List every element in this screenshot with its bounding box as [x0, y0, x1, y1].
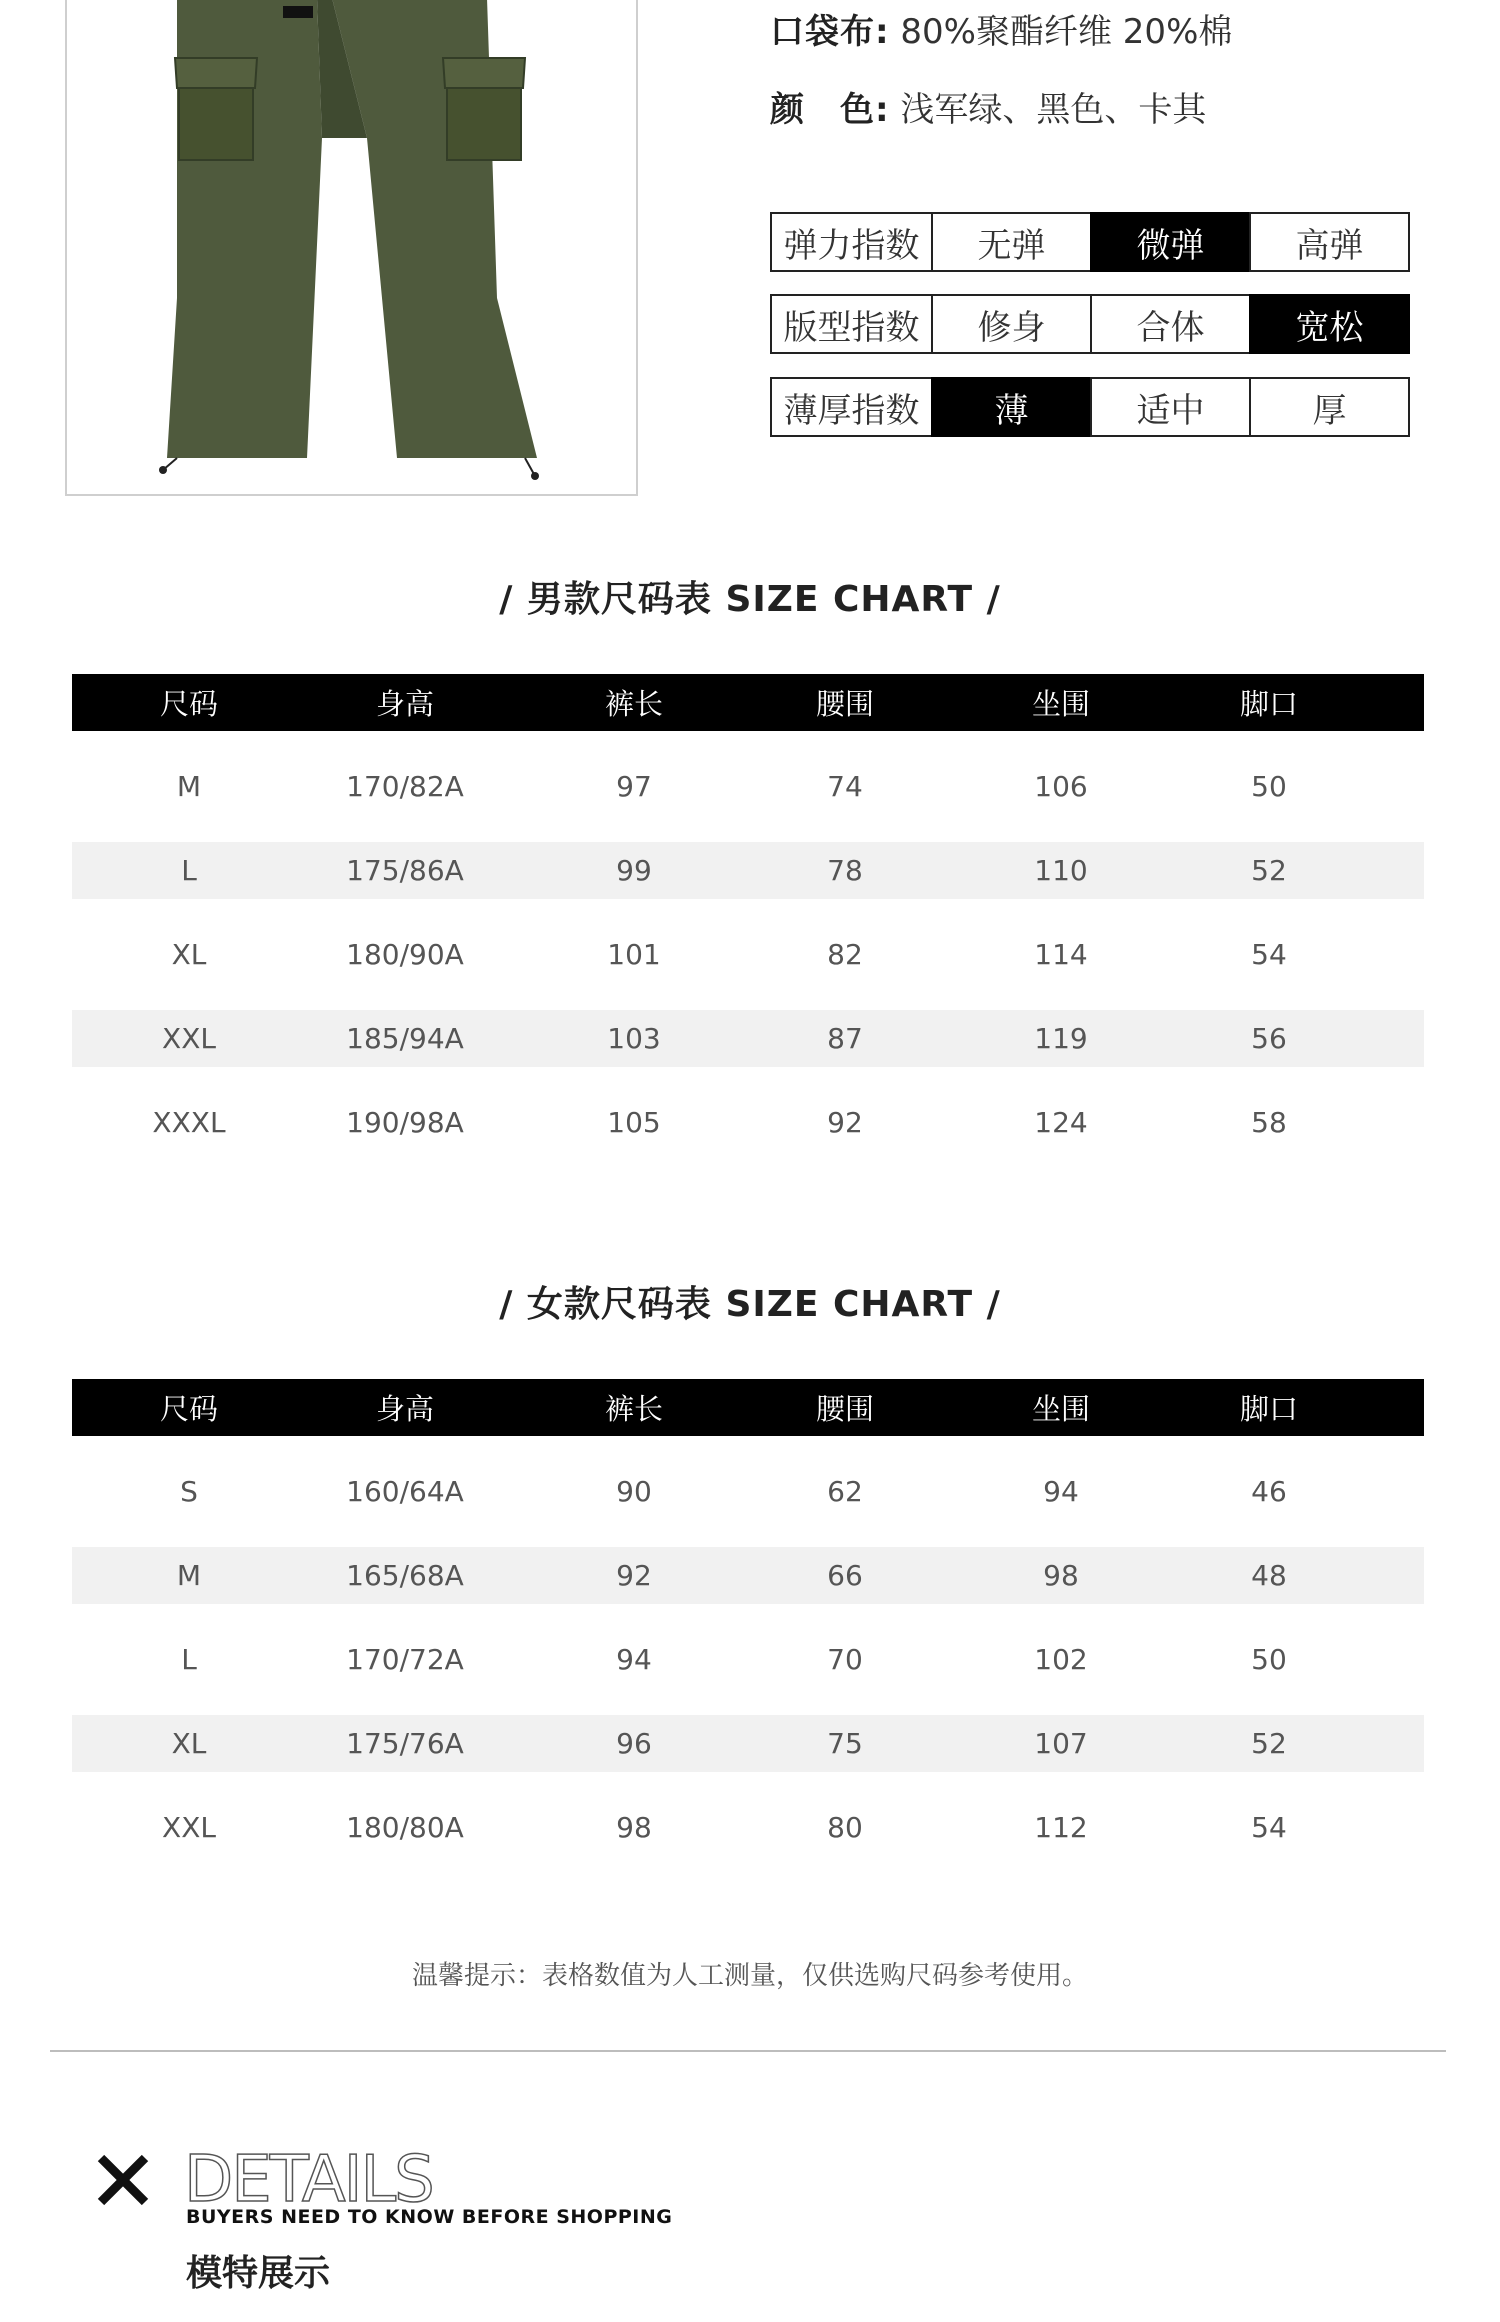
table-cell: 180/90A	[346, 938, 464, 971]
table-cell: 165/68A	[346, 1559, 464, 1592]
table-cell: 87	[827, 1022, 863, 1055]
table-row	[72, 1094, 1424, 1151]
header-cell: 腰围	[815, 1392, 875, 1426]
men-size-chart-title: / 男款尺码表 SIZE CHART /	[499, 579, 1001, 620]
table-cell: XL	[171, 938, 207, 971]
table-cell: 50	[1251, 1643, 1287, 1676]
header-cell: 身高	[375, 687, 435, 721]
table-cell: 175/76A	[346, 1727, 464, 1760]
cargo-pants-illustration	[67, 0, 640, 498]
index-option-selected: 微弹	[1090, 212, 1251, 272]
table-cell: 119	[1034, 1022, 1088, 1055]
table-cell: M	[176, 770, 202, 803]
index-option-selected: 薄	[931, 377, 1092, 437]
index-option: 修身	[931, 294, 1092, 354]
index-label: 薄厚指数	[770, 377, 933, 437]
table-cell: 101	[607, 938, 661, 971]
table-cell: 107	[1034, 1727, 1088, 1760]
table-cell: 52	[1251, 1727, 1287, 1760]
table-row	[72, 926, 1424, 983]
table-header	[72, 1379, 1424, 1436]
table-cell: 190/98A	[346, 1106, 464, 1139]
index-option: 合体	[1090, 294, 1251, 354]
table-row	[72, 1799, 1424, 1856]
table-cell: 98	[1043, 1559, 1079, 1592]
table-cell: 96	[616, 1727, 652, 1760]
details-subtitle: BUYERS NEED TO KNOW BEFORE SHOPPING	[186, 2206, 673, 2228]
index-option: 无弹	[931, 212, 1092, 272]
header-cell: 身高	[375, 1392, 435, 1426]
table-cell: XXL	[162, 1022, 216, 1055]
spec-pocket-fabric	[770, 4, 1232, 53]
header-cell: 坐围	[1031, 1392, 1091, 1426]
table-cell: 94	[616, 1643, 652, 1676]
table-cell: 112	[1034, 1811, 1088, 1844]
table-cell: XXL	[162, 1811, 216, 1844]
table-cell: 103	[607, 1022, 661, 1055]
close-icon	[93, 2150, 153, 2210]
table-cell: L	[181, 1643, 197, 1676]
table-cell: 54	[1251, 1811, 1287, 1844]
spec-pocket-value: 80%聚酯纤维 20%棉	[900, 12, 1233, 52]
table-cell: 102	[1034, 1643, 1088, 1676]
table-row	[72, 1631, 1424, 1688]
table-row	[72, 842, 1424, 899]
table-cell: 50	[1251, 770, 1287, 803]
women-size-chart-title: / 女款尺码表 SIZE CHART /	[499, 1284, 1001, 1325]
table-row	[72, 1715, 1424, 1772]
table-cell: 97	[616, 770, 652, 803]
thickness-index	[770, 377, 1416, 437]
table-cell: 82	[827, 938, 863, 971]
table-cell: 75	[827, 1727, 863, 1760]
table-cell: 180/80A	[346, 1811, 464, 1844]
table-cell: 54	[1251, 938, 1287, 971]
header-cell: 脚口	[1239, 1392, 1299, 1426]
table-cell: 74	[827, 770, 863, 803]
divider	[50, 2050, 1446, 2052]
table-cell: 62	[827, 1475, 863, 1508]
index-label: 版型指数	[770, 294, 933, 354]
table-row	[72, 758, 1424, 815]
spec-color-value: 浅军绿、黑色、卡其	[900, 90, 1207, 130]
women-size-table	[72, 1379, 1424, 1856]
table-cell: 175/86A	[346, 854, 464, 887]
table-row	[72, 1463, 1424, 1520]
table-row	[72, 1010, 1424, 1067]
table-cell: 170/72A	[346, 1643, 464, 1676]
header-cell: 裤长	[604, 1392, 664, 1426]
table-cell: 52	[1251, 854, 1287, 887]
table-cell: 170/82A	[346, 770, 464, 803]
table-cell: XXXL	[152, 1106, 226, 1139]
header-cell: 脚口	[1239, 687, 1299, 721]
table-cell: 80	[827, 1811, 863, 1844]
table-cell: 58	[1251, 1106, 1287, 1139]
table-cell: S	[180, 1475, 198, 1508]
product-image	[65, 0, 638, 496]
table-cell: 106	[1034, 770, 1088, 803]
table-cell: 70	[827, 1643, 863, 1676]
table-cell: 56	[1251, 1022, 1287, 1055]
table-cell: 94	[1043, 1475, 1079, 1508]
index-option: 适中	[1090, 377, 1251, 437]
table-cell: 66	[827, 1559, 863, 1592]
table-cell: M	[176, 1559, 202, 1592]
table-cell: XL	[171, 1727, 207, 1760]
table-cell: 185/94A	[346, 1022, 464, 1055]
fit-index	[770, 294, 1416, 354]
table-cell: 98	[616, 1811, 652, 1844]
measurement-tip: 温馨提示：表格数值为人工测量，仅供选购尺码参考使用。	[411, 1961, 1088, 1991]
index-option: 高弹	[1249, 212, 1410, 272]
index-option-selected: 宽松	[1249, 294, 1410, 354]
table-cell: 90	[616, 1475, 652, 1508]
table-cell: 105	[607, 1106, 661, 1139]
header-cell: 尺码	[159, 1392, 219, 1426]
header-cell: 裤长	[604, 687, 664, 721]
index-label: 弹力指数	[770, 212, 933, 272]
table-cell: 99	[616, 854, 652, 887]
table-cell: 46	[1251, 1475, 1287, 1508]
table-header	[72, 674, 1424, 731]
header-cell: 坐围	[1031, 687, 1091, 721]
table-row	[72, 1547, 1424, 1604]
index-option: 厚	[1249, 377, 1410, 437]
model-showcase-title: 模特展示	[186, 2253, 331, 2294]
table-cell: 78	[827, 854, 863, 887]
elasticity-index	[770, 212, 1416, 272]
spec-pocket-label: 口袋布:	[770, 12, 890, 52]
header-cell: 腰围	[815, 687, 875, 721]
spec-color	[770, 82, 1206, 131]
table-cell: 110	[1034, 854, 1088, 887]
table-cell: 114	[1034, 938, 1088, 971]
table-cell: L	[181, 854, 197, 887]
details-heading: DETAILS	[184, 2143, 433, 2217]
table-cell: 92	[827, 1106, 863, 1139]
table-cell: 92	[616, 1559, 652, 1592]
table-cell: 160/64A	[346, 1475, 464, 1508]
table-cell: 48	[1251, 1559, 1287, 1592]
spec-color-label: 颜 色:	[770, 90, 890, 130]
men-size-table	[72, 674, 1424, 1151]
table-cell: 124	[1034, 1106, 1088, 1139]
header-cell: 尺码	[159, 687, 219, 721]
